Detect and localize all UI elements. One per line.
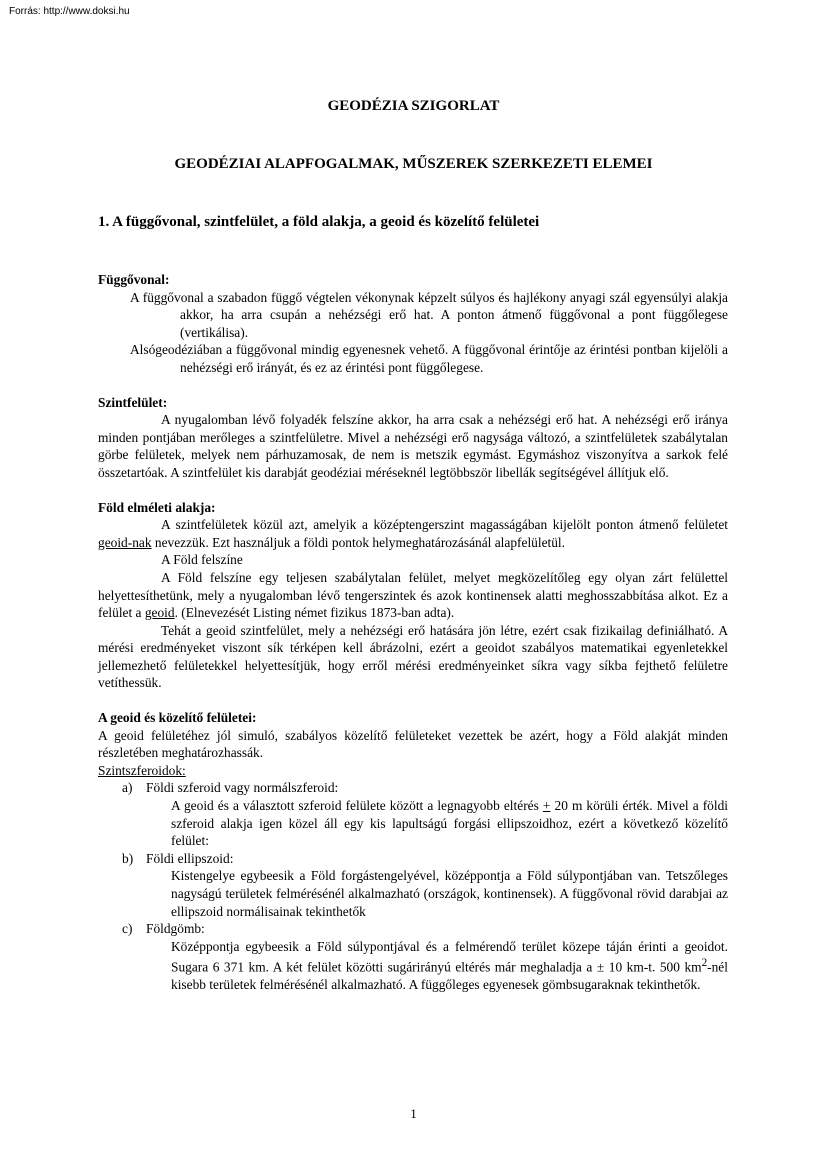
- geoid-paragraph-1: A geoid felületéhez jól simuló, szabályos közelítő felületeket vezettek be azért, hogy a Föld alakját minden részletében meghatározhassák.: [98, 727, 728, 761]
- fold-paragraph-1: A szintfelületek közül azt, amelyik a középtengerszint magasságában kijelölt ponton átmenő felületet geoid-nak nevezzük. Ezt használjuk a földi pontok helymeghatározásánál alapfelületül.: [98, 517, 728, 550]
- fuggovonal-heading: Függővonal:: [98, 272, 170, 287]
- plus-minus-sign: ±: [596, 959, 605, 975]
- szintfelulet-heading: Szintfelület:: [98, 394, 168, 410]
- fuggovonal-paragraph-2: Alsógeodéziában a függővonal mindig egyenesnek vehető. A függővonal érintője az érintési pontban kijelöli a nehézségi erő irányát, és ez az érintési pont függőlegese.: [130, 342, 728, 375]
- superscript-2: 2: [701, 957, 708, 970]
- szintfelulet-paragraph-1: A nyugalomban lévő folyadék felszíne akkor, ha arra csak a nehézségi erő hat. A nehézségi erő iránya minden pontjában merőleges a szintfelületre. Mivel a nehézségi erő nagysága változó, a szintfelületek szabálytalan görbe felületek, melyek nem párhuzamosak, de nem is metszik egymást. Egymáshoz viszonyítva a sarkok felé összetartóak. A szintfelület kis darabját geodéziai méréseknél legtöbbször libellák segítségével állítjuk elő.: [98, 412, 728, 480]
- page-subtitle: GEODÉZIAI ALAPFOGALMAK, MŰSZEREK SZERKEZETI ELEMEI: [174, 156, 653, 172]
- page-title: GEODÉZIA SZIGORLAT: [327, 98, 500, 114]
- list-item-c-text: Középpontja egybeesik a Föld súlypontjával és a felmérendő terület közepe táján érinti a geoidot. Sugara 6 371 km. A két felület közötti sugárirányú eltérés már meghaladja a ± 10 km-t. 500 $km^2$-nél kisebb területek felmérésénél alkalmazható. A függőleges egyenesek gömbsugaraknak tekinthetők.: [171, 938, 728, 993]
- fold-heading: Föld elméleti alakja:: [98, 499, 216, 515]
- fold-paragraph-4: Tehát a geoid szintfelület, mely a nehézségi erő hatására jön létre, ezért csak fizikailag definiálható. A mérési eredményeket viszont sík térképen kell ábrázolni, ezért a geoidot szabályos matematikai egyenletekkel jellemezhető felületekkel helyettesítjük, hogy erről mérési eredményeinket síkra vagy síkba fejthető felületre vetíthessük.: [98, 622, 728, 691]
- list-item-a-title: a) Földi szferoid vagy normálszferoid:: [122, 780, 339, 796]
- geoid-term: geoid: [144, 605, 175, 621]
- fold-paragraph-2: A Föld felszíne: [161, 552, 243, 568]
- section-heading: 1. A függővonal, szintfelület, a föld alakja, a geoid és közelítő felületei: [98, 214, 540, 230]
- fuggovonal-paragraph-1: A függővonal a szabadon függő végtelen vékonynak képzelt súlyos és hajlékony anyagi szál egyensúlyi alakja akkor, ha arra csupán a nehézségi erő hat. A ponton átmenő függővonal a pont függőlegese (vertikálisa).: [130, 289, 728, 340]
- plus-minus-sign: +: [542, 798, 551, 814]
- fold-paragraph-3: A Föld felszíne egy teljesen szabálytalan felület, melyet megközelítőleg egy olyan zárt felülettel helyettesíthetünk, mely a nyugalomban lévő tengerszintek és azok kontinensek alatti meghosszabbítása alkot. Ez a felület a geoid. (Elnevezését Listing német fizikus 1873-ban adta).: [98, 569, 728, 621]
- source-note: Forrás: http://www.doksi.hu: [9, 6, 130, 17]
- geoid-nak-term: geoid-nak: [98, 534, 152, 550]
- list-item-b-title: b) Földi ellipszoid:: [122, 850, 234, 866]
- document-body: [98, 271, 728, 994]
- page-number: 1: [410, 1106, 417, 1121]
- geoid-heading: A geoid és közelítő felületei:: [98, 710, 257, 726]
- list-item-b-text: Kistengelye egybeesik a Föld forgástengelyével, középpontja a Föld súlypontjában van. Tetszőleges nagyságú területek felmérésénél alkalmazható (országok, kontinensek). A függővonal rövid darabjai az ellipszoid normálisainak tekinthetők: [171, 868, 728, 919]
- list-item-a-text: A geoid és a választott szferoid felülete között a legnagyobb eltérés + 20 m körüli érték. Mivel a földi szferoid alakja igen közel áll egy kis lapultságú forgási ellipszoidhoz, ezért a következő közelítő felület:: [171, 798, 728, 849]
- szintszferoidok-label: Szintszferoidok:: [98, 762, 186, 778]
- list-item-c-title: c) Földgömb:: [122, 921, 205, 937]
